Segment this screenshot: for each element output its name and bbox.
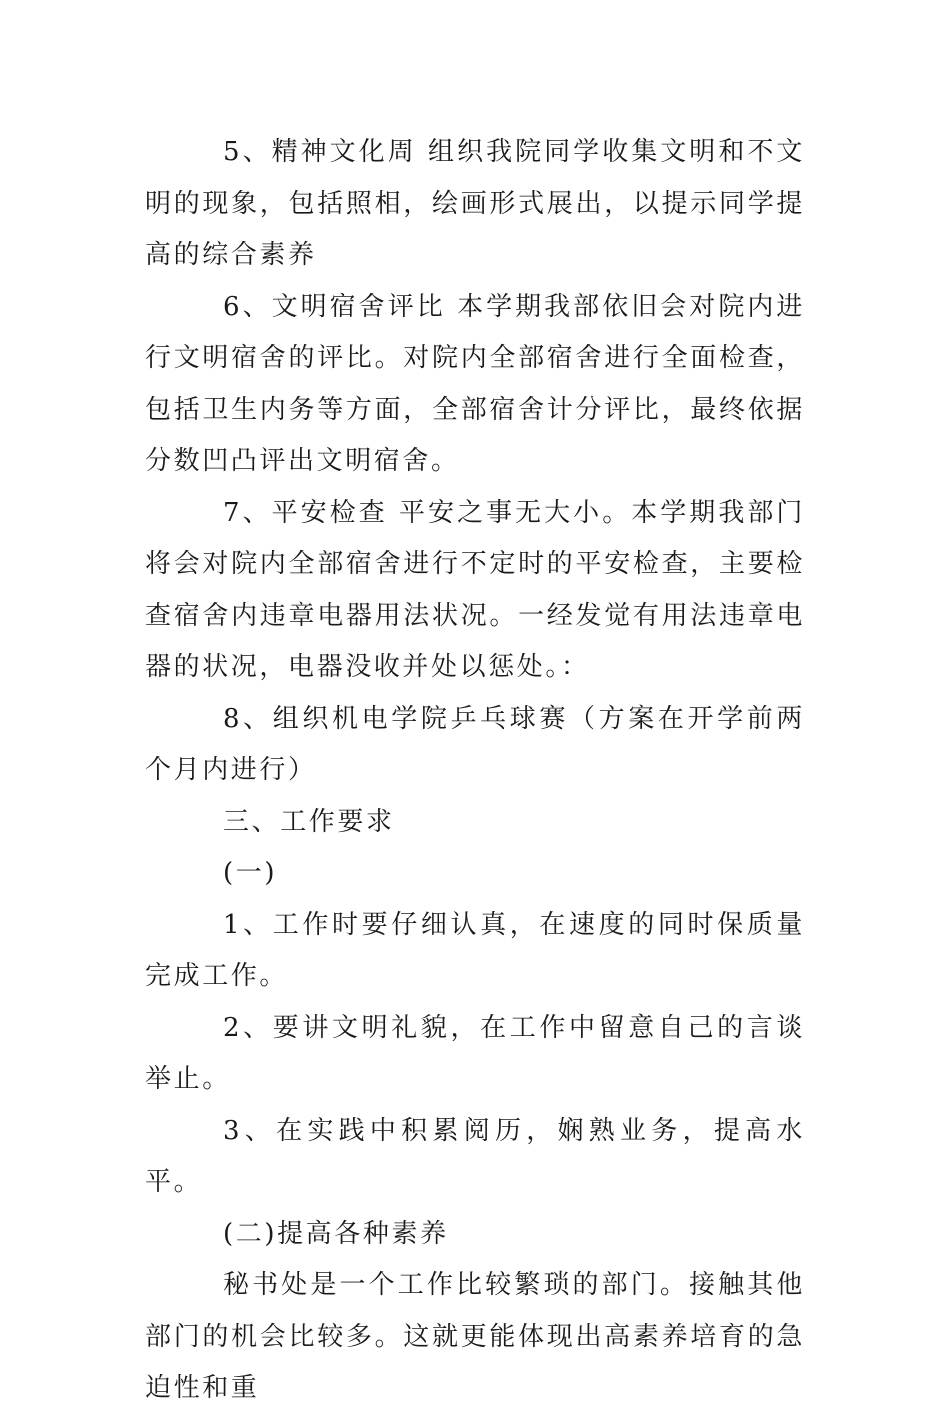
paragraph-item-7: 7、平安检查 平安之事无大小。本学期我部门将会对院内全部宿舍进行不定时的平安检查，主要检查宿舍内违章电器用法状况。一经发觉有用法违章电器的状况，电器没收并处以惩处。： — [145, 497, 805, 682]
paragraph-secretariat: 秘书处是一个工作比较繁琐的部门。接触其他部门的机会比较多。这就更能体现出高素养培育的急迫性和重 — [145, 1270, 805, 1403]
requirement-item-3: 3、在实践中积累阅历，娴熟业务，提高水平。 — [145, 1115, 805, 1197]
document-body — [145, 127, 805, 1415]
subsection-heading-2: (二)提高各种素养 — [223, 1218, 449, 1249]
paragraph-item-5: 5、精神文化周 组织我院同学收集文明和不文明的现象，包括照相，绘画形式展出，以提示同学提高的综合素养 — [145, 137, 805, 270]
subsection-heading-1: (一) — [223, 858, 278, 888]
paragraph-item-6: 6、文明宿舍评比 本学期我部依旧会对院内进行文明宿舍的评比。对院内全部宿舍进行全面检查，包括卫生内务等方面，全部宿舍计分评比，最终依据分数凹凸评出文明宿舍。 — [145, 291, 805, 476]
section-heading-work-requirements: 三、工作要求 — [223, 806, 395, 837]
requirement-item-2: 2、要讲文明礼貌，在工作中留意自己的言谈举止。 — [145, 1012, 805, 1094]
requirement-item-1: 1、工作时要仔细认真，在速度的同时保质量完成工作。 — [145, 909, 805, 991]
paragraph-item-8: 8、组织机电学院乒乓球赛（方案在开学前两个月内进行） — [145, 703, 805, 785]
